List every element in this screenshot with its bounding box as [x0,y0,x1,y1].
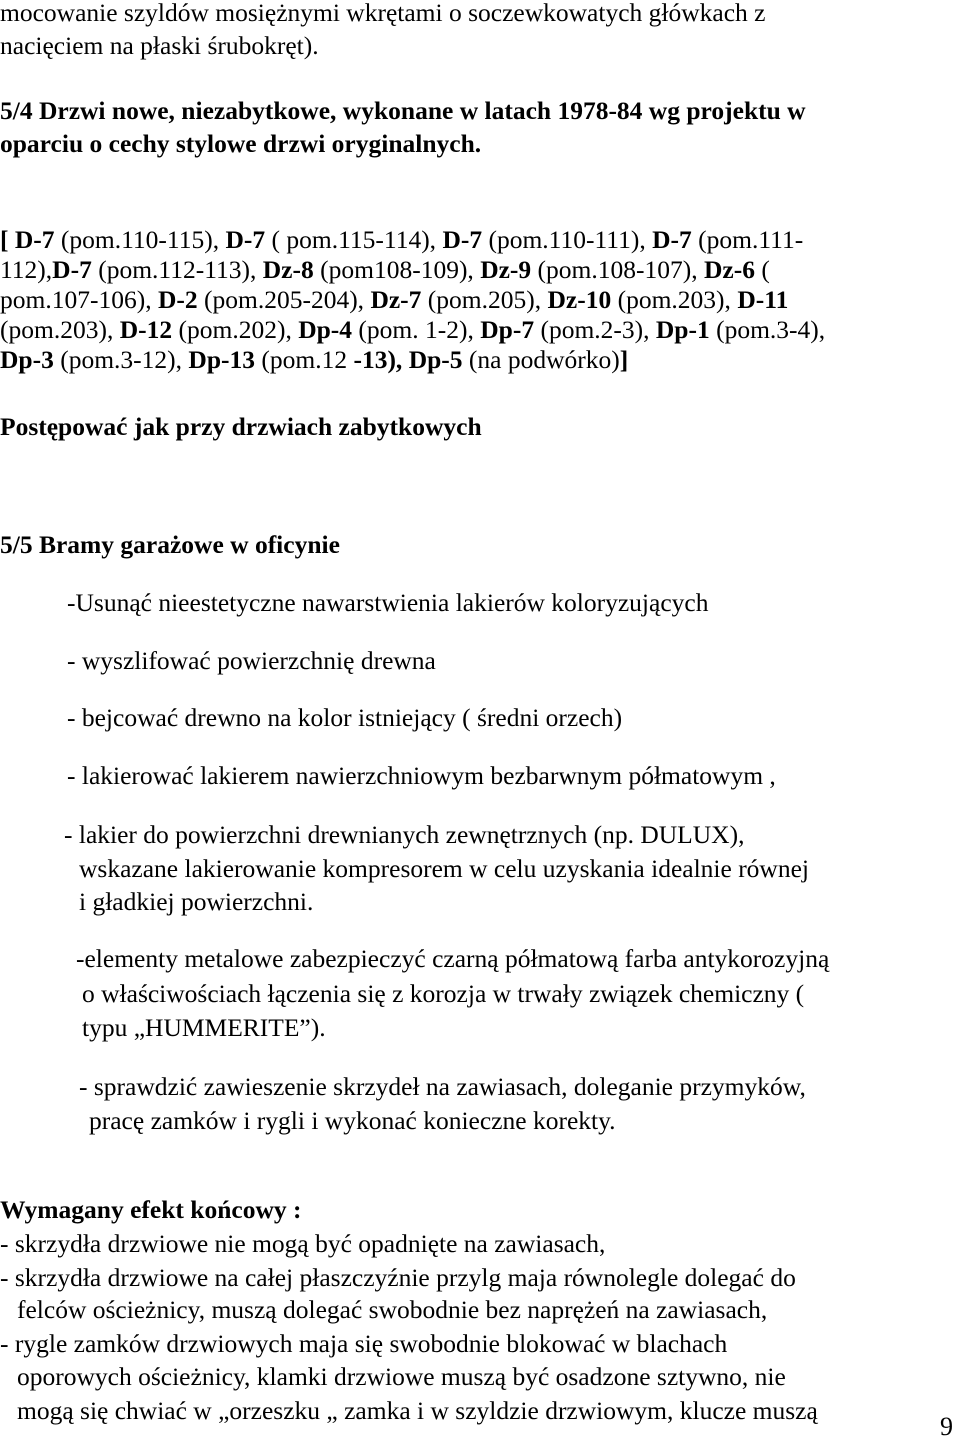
text-line [82,1015,326,1041]
text: o właściwościach łączenia się z korozja w trwały związek chemiczny ( [82,979,805,1008]
text-line [79,889,313,915]
text: (pom.203), [0,315,120,344]
text-line [0,1265,796,1291]
text-line [0,227,803,253]
text-line [67,763,776,789]
bold-text: D-11 [737,285,789,314]
text: (pom.2-3), [534,315,656,344]
text: (pom.205), [421,285,548,314]
text: (pom.111- [691,225,804,254]
text-line [67,590,708,616]
bold-text: 5/4 Drzwi nowe, niezabytkowe, wykonane w latach 1978-84 wg projektu w [0,96,806,125]
text: wskazane lakierowanie kompresorem w celu uzyskania idealnie równej [79,854,809,883]
text: typu „HUMMERITE”). [82,1013,326,1042]
text: (pom.108-107), [531,255,704,284]
text: (pom.110-111), [482,225,653,254]
text: (pom.3-12), [53,345,189,374]
bold-text: Dz-8 [262,255,314,284]
text: mocowanie szyldów mosiężnymi wkrętami o soczewkowatych główkach z [0,0,766,27]
text-line [0,1231,605,1257]
text-line [0,1197,302,1223]
text-line [17,1297,767,1323]
text: felców ościeżnicy, muszą dolegać swobodnie bez naprężeń na zawiasach, [17,1295,768,1324]
text: (pom.3-4), [709,315,826,344]
text: - wyszlifować powierzchnię drewna [67,646,436,675]
text-line [0,0,766,26]
text: pracę zamków i rygli i wykonać konieczne korekty. [89,1106,616,1135]
text: ( pom.115-114), [265,225,443,254]
bold-text: Dp-3 [0,345,54,374]
bold-text: Wymagany efekt końcowy : [0,1195,302,1224]
bold-text: D-7 [442,225,483,254]
bold-text: D-7 [14,225,55,254]
text: 112), [0,255,53,284]
text: (na podwórko) [462,345,620,374]
text-line [76,946,829,972]
text: (pom.12 [255,345,354,374]
text: - skrzydła drzwiowe na całej płaszczyźnie przylg maja równolegle dolegać do [0,1263,796,1292]
bold-text: oparciu o cechy stylowe drzwi oryginalnych. [0,129,482,158]
bold-text: Postępować jak przy drzwiach zabytkowych [0,412,482,441]
text-line [89,1108,616,1134]
text-line [82,981,804,1007]
text-line [64,822,744,848]
text: - lakierować lakierem nawierzchniowym bezbarwnym półmatowym , [67,761,776,790]
text: - lakier do powierzchni drewnianych zewnętrznych (np. DULUX), [64,820,745,849]
text: - rygle zamków drzwiowych maja się swobodnie blokować w blachach [0,1329,728,1358]
text-line [67,705,622,731]
text: pom.107-106), [0,285,158,314]
bold-text: D-2 [157,285,198,314]
text: -elementy metalowe zabezpieczyć czarną półmatową farba antykorozyjną [76,944,830,973]
bold-text: D-7 [652,225,692,254]
text: oporowych ościeżnicy, klamki drzwiowe muszą być osadzone sztywno, nie [17,1362,786,1391]
bold-text: Dz-6 [703,255,755,284]
text-line [0,257,770,283]
text-line [0,347,628,373]
text-line [17,1364,786,1390]
text: (pom.112-113), [91,255,263,284]
text-line [79,1074,806,1100]
text-line [0,33,319,59]
bold-text: ] [619,345,629,374]
text-line [0,131,481,157]
page-number: 9 [940,1412,953,1441]
text: i gładkiej powierzchni. [79,887,314,916]
text: (pom.205-204), [197,285,371,314]
text-line [17,1398,818,1424]
bold-text: D-7 [52,255,92,284]
bold-text: [ [0,225,15,254]
bold-text: Dp-13 [188,345,255,374]
bold-text: -13), [353,345,409,374]
text-line [0,414,482,440]
bold-text: 5/5 Bramy garażowe w oficynie [0,530,340,559]
bold-text: Dp-7 [480,315,535,344]
bold-text: Dz-10 [547,285,612,314]
text-line [0,98,806,124]
text: ( [754,255,770,284]
text: (pom.110-115), [54,225,226,254]
text: - sprawdzić zawieszenie skrzydeł na zawiasach, doleganie przymyków, [79,1072,806,1101]
text-line [67,648,436,674]
text: (pom. 1-2), [352,315,481,344]
text-line [0,1331,727,1357]
text: nacięciem na płaski śrubokręt). [0,31,319,60]
text: -Usunąć nieestetyczne nawarstwienia lakierów koloryzujących [67,588,709,617]
text: (pom.202), [172,315,299,344]
text: - skrzydła drzwiowe nie mogą być opadnięte na zawiasach, [0,1229,606,1258]
text-line [0,317,825,343]
text: - bejcować drewno na kolor istniejący ( średni orzech) [67,703,623,732]
text-line [79,856,809,882]
bold-text: Dp-4 [298,315,353,344]
text: (pom.203), [611,285,738,314]
text-line [0,287,788,313]
bold-text: D-12 [119,315,173,344]
text: (pom108-109), [313,255,481,284]
bold-text: D-7 [225,225,266,254]
bold-text: Dz-7 [370,285,422,314]
text-line [0,532,340,558]
bold-text: Dz-9 [480,255,532,284]
bold-text: Dp-5 [408,345,463,374]
bold-text: Dp-1 [655,315,710,344]
text: mogą się chwiać w „orzeszku „ zamka i w szyldzie drzwiowym, klucze muszą [17,1396,818,1425]
